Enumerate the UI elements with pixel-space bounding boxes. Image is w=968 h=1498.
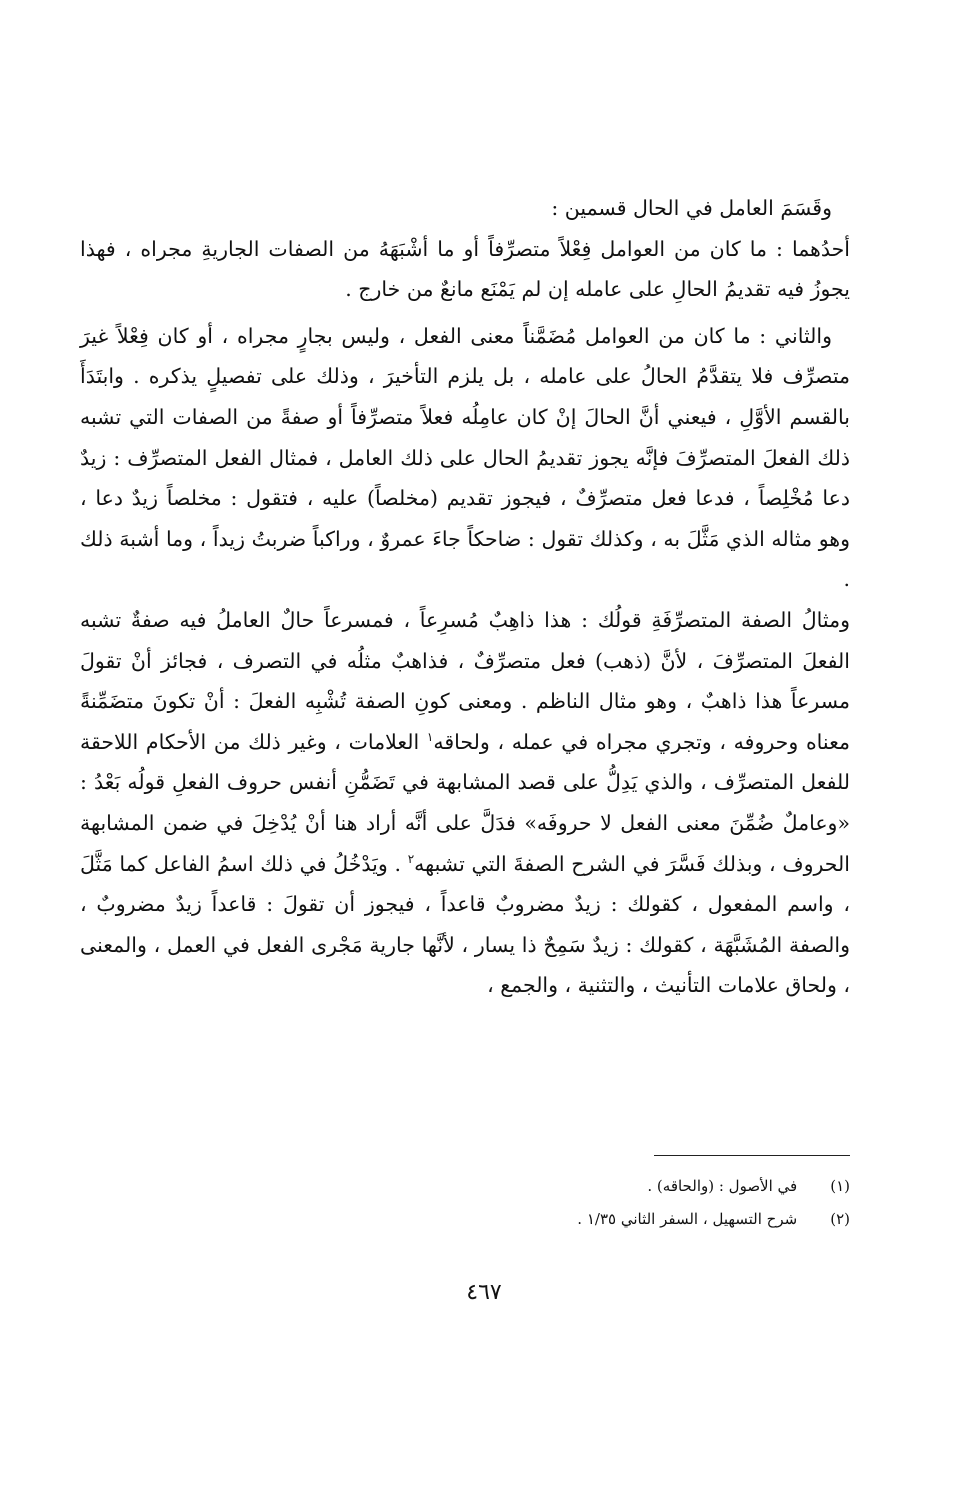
footnote-text: شرح التسهيل ، السفر الثاني ١/٣٥ . <box>577 1210 798 1228</box>
footnote-2 <box>250 1203 850 1236</box>
footnote-number: (١) <box>830 1177 850 1195</box>
footnote-marker-1: ١ <box>426 729 434 744</box>
paragraph-adjective-example <box>80 600 850 1006</box>
paragraph-intro: وقَسَمَ العامل في الحال قسمين : <box>551 196 832 220</box>
paragraph-final-text: . ويَدْخُلُ في ذلك اسمُ الفاعل كما مَثَّلَ ، واسم المفعول ، كقولك : زيدٌ مضروبٌ قاعداً ، فيجوز أن تقولَ : قاعداً زيدٌ مضروبٌ ، والصفة المُشَبَّهَة ، كقولك : زيدٌ سَمِحٌ ذا يسار ، لأنَّها جارية مَجْرى الفعل في العمل ، والمعنى ، ولحاق علامات التأنيث ، والتثنية ، والجمع ، <box>80 851 850 998</box>
page-number: ٤٦٧ <box>466 1280 502 1305</box>
footnote-marker-2: ٢ <box>407 851 415 866</box>
footnote-divider <box>654 1155 850 1156</box>
paragraph-second-type: والثاني : ما كان من العوامل مُضَمَّناً معنى الفعل ، وليس بجارٍ مجراه ، أو كان فِعْلاً غيرَ متصرِّف فلا يتقدَّمُ الحالُ على عامله ، بل يلزم التأخيرَ ، وذلك على تفصيلٍ يذكره . وابتَدَأَ بالقسم الأوَّلِ ، فيعني أنَّ الحالَ إنْ كان عامِلُه فعلاً متصرِّفاً أو صفةً من الصفات التي تشبه ذلك الفعلَ المتصرِّفَ فإنَّه يجوز تقديمُ الحال على ذلك العامل ، فمثال الفعل المتصرِّف : زيدٌ دعا مُخْلِصاً ، فدعا فعل متصرِّفٌ ، فيجوز تقديم (مخلصاً) عليه ، فتقول : مخلصاً زيدٌ دعا ، وهو مثاله الذي مَثَّلَ به ، وكذلك تقول : ضاحكاً جاءَ عمروٌ ، وراكباً ضربتُ زيداً ، وما أشبهَ ذلك . <box>80 323 850 592</box>
paragraph-continuation-text: العلامات ، وغير ذلك من الأحكام اللاحقة للفعل المتصرِّف ، والذي يَدِلُّ على قصد المشابهة في تَضَمُّنِ أنفس حروف الفعلِ قولُه بَعْدُ : «وعاملٌ ضُمِّنَ معنى الفعل لا حروفَه» فدَلَّ على أنَّه أراد هنا أنْ يُدْخِلَ في ضمن المشابهة الحروف ، وبذلك فَسَّرَ في الشرح الصفةَ التي تشبهه <box>80 729 850 876</box>
paragraph-adjective-text: ومثالُ الصفة المتصرِّفَةِ قولُك : هذا ذاهِبٌ مُسرِعاً ، فمسرعاً حالٌ العاملُ فيه صفةٌ تشبه الفعلَ المتصرِّفَ ، لأنَّ (ذهب) فعل متصرِّفٌ ، فذاهبٌ مثلُه في التصرف ، فجائز أنْ تقولَ مسرعاً هذا ذاهبٌ ، وهو مثال الناظم . ومعنى كونِ الصفة تُشْبِه الفعلَ : أنْ تكونَ متضَمِّنةً معناه وحروفه ، وتجري مجراه في عمله ، ولحاقه <box>80 607 850 754</box>
footnote-1 <box>250 1170 850 1203</box>
footnote-number: (٢) <box>830 1210 850 1228</box>
main-text <box>80 188 850 1006</box>
footnotes <box>250 1170 850 1236</box>
paragraph-first-type: أحدُهما : ما كان من العوامل فِعْلاً متصرِّفاً أو ما أشْبَهَهُ من الصفات الجاريةِ مجراه ، فهذا يجوزُ فيه تقديمُ الحالِ على عامله إن لم يَمْنَع مانعٌ من خارج . <box>80 236 850 302</box>
footnote-text: في الأصول : (والحاقه) . <box>647 1177 798 1195</box>
